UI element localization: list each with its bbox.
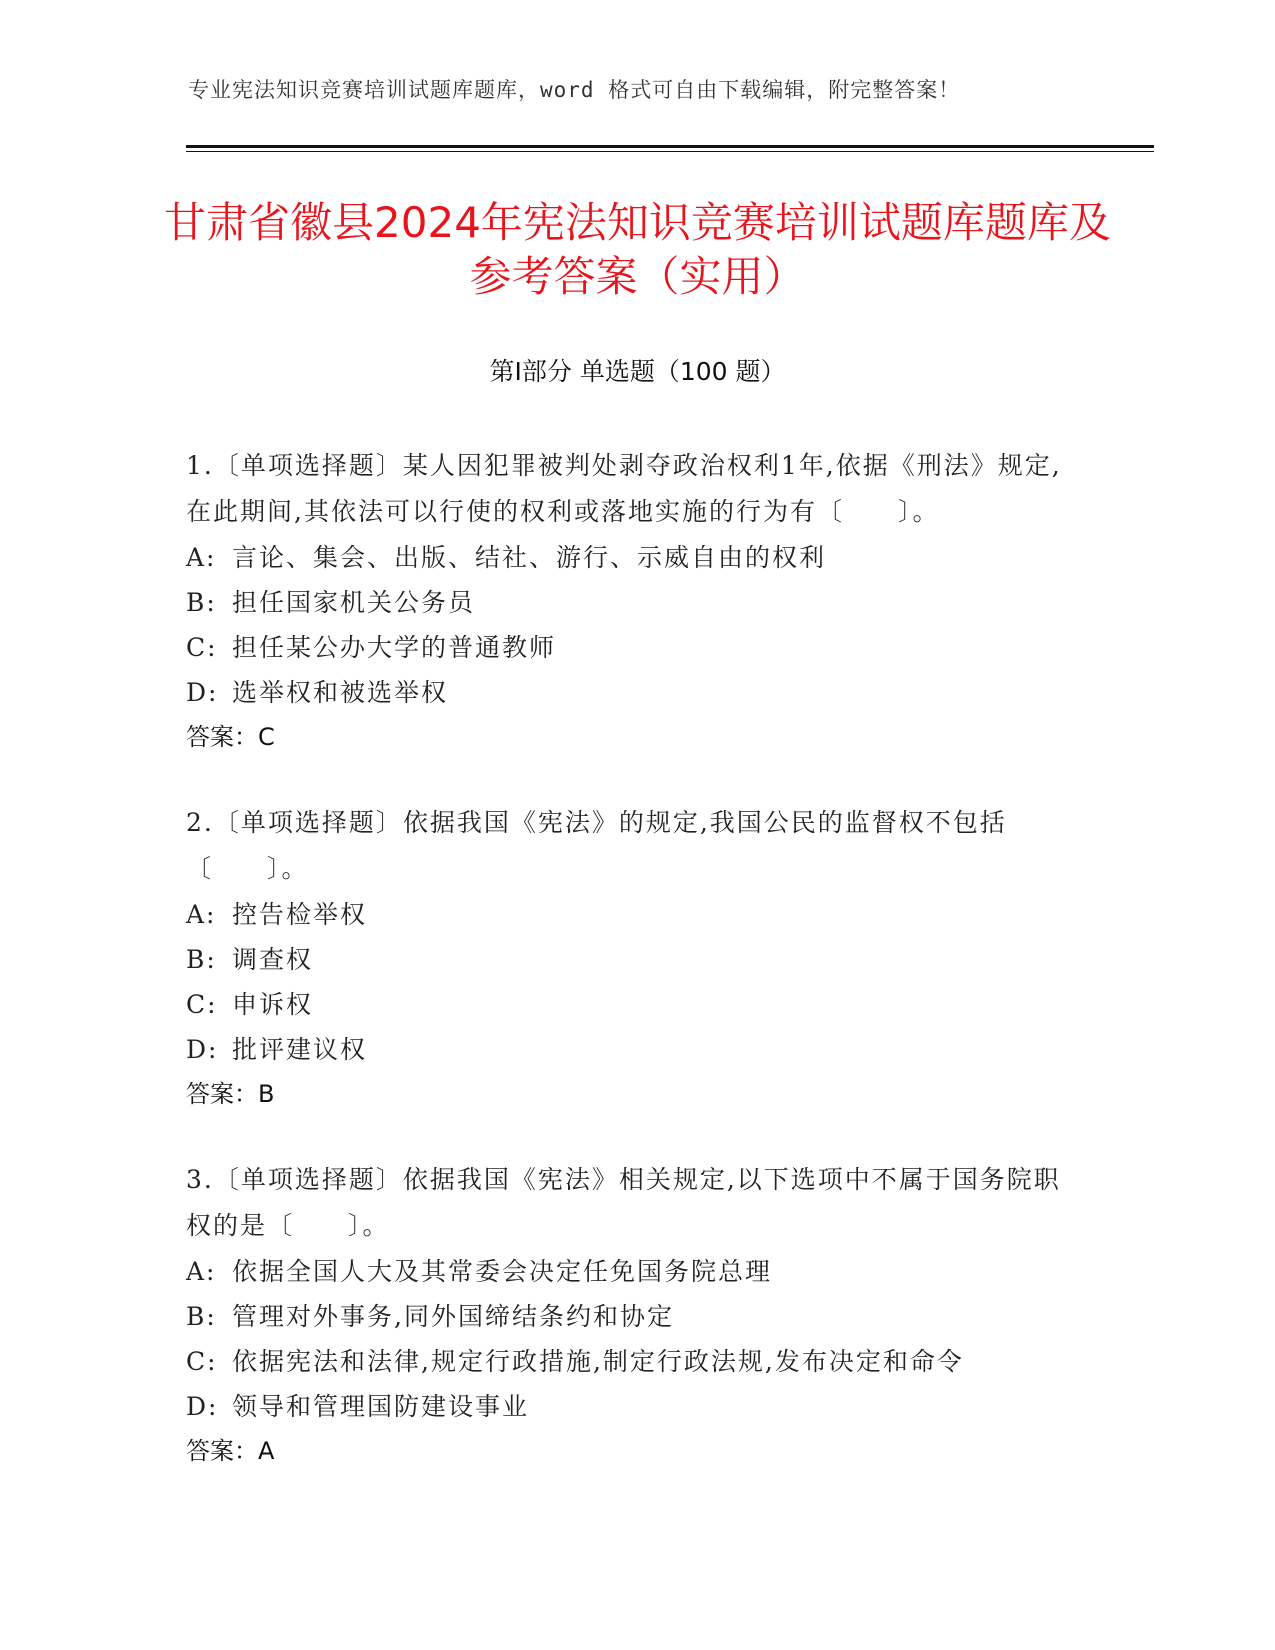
- header-divider-thick: [186, 145, 1154, 148]
- header-divider-thin: [186, 151, 1154, 152]
- section-title: 第Ⅰ部分 单选题（100 题）: [489, 357, 786, 386]
- option-text: 依据宪法和法律,规定行政措施,制定行政法规,发布决定和命令: [232, 1347, 964, 1376]
- option-c: [186, 625, 1086, 670]
- option-letter: B:: [186, 588, 217, 617]
- option-letter: A:: [186, 1257, 217, 1286]
- option-b: [186, 1294, 1086, 1339]
- option-c: [186, 982, 1086, 1027]
- option-text: 批评建议权: [232, 1035, 368, 1064]
- option-letter: D:: [186, 1035, 219, 1064]
- answer-line: 答案：B: [186, 1080, 275, 1108]
- option-letter: A:: [186, 543, 217, 572]
- option-d: [186, 670, 1086, 715]
- option-text: 管理对外事务,同外国缔结条约和协定: [232, 1302, 674, 1331]
- option-text: 担任某公办大学的普通教师: [232, 633, 557, 662]
- question-1: [186, 443, 1086, 760]
- option-b: [186, 937, 1086, 982]
- option-text: 担任国家机关公务员: [232, 588, 476, 617]
- option-c: [186, 1339, 1086, 1384]
- answer-line: 答案：A: [186, 1437, 275, 1465]
- option-letter: A:: [186, 900, 217, 929]
- option-letter: D:: [186, 1392, 219, 1421]
- option-a: [186, 535, 1086, 580]
- question-list: [186, 443, 1086, 1514]
- option-letter: C:: [186, 633, 218, 662]
- option-a: [186, 892, 1086, 937]
- header-note: 专业宪法知识竞赛培训试题库题库，word 格式可自由下载编辑，附完整答案！: [188, 78, 961, 102]
- option-text: 控告检举权: [232, 900, 368, 929]
- option-text: 调查权: [232, 945, 314, 974]
- option-letter: C:: [186, 1347, 218, 1376]
- document-title: 甘肃省徽县2024年宪法知识竞赛培训试题库题库及参考答案（实用）: [164, 198, 1111, 301]
- question-stem: 3.〔单项选择题〕依据我国《宪法》相关规定,以下选项中不属于国务院职权的是〔 〕。: [186, 1165, 1061, 1240]
- question-2: [186, 800, 1086, 1117]
- option-text: 言论、集会、出版、结社、游行、示威自由的权利: [232, 543, 827, 572]
- option-a: [186, 1249, 1086, 1294]
- option-d: [186, 1027, 1086, 1072]
- option-d: [186, 1384, 1086, 1429]
- option-letter: D:: [186, 678, 219, 707]
- answer-line: 答案：C: [186, 723, 275, 751]
- question-stem: 1.〔单项选择题〕某人因犯罪被判处剥夺政治权利1年,依据《刑法》规定,在此期间,其依法可以行使的权利或落地实施的行为有〔 〕。: [186, 451, 1062, 526]
- option-text: 申诉权: [232, 990, 314, 1019]
- option-letter: C:: [186, 990, 218, 1019]
- option-b: [186, 580, 1086, 625]
- question-3: [186, 1157, 1086, 1474]
- option-letter: B:: [186, 1302, 217, 1331]
- option-text: 领导和管理国防建设事业: [232, 1392, 530, 1421]
- question-stem: 2.〔单项选择题〕依据我国《宪法》的规定,我国公民的监督权不包括〔 〕。: [186, 808, 1007, 883]
- option-text: 选举权和被选举权: [232, 678, 449, 707]
- option-text: 依据全国人大及其常委会决定任免国务院总理: [232, 1257, 773, 1286]
- option-letter: B:: [186, 945, 217, 974]
